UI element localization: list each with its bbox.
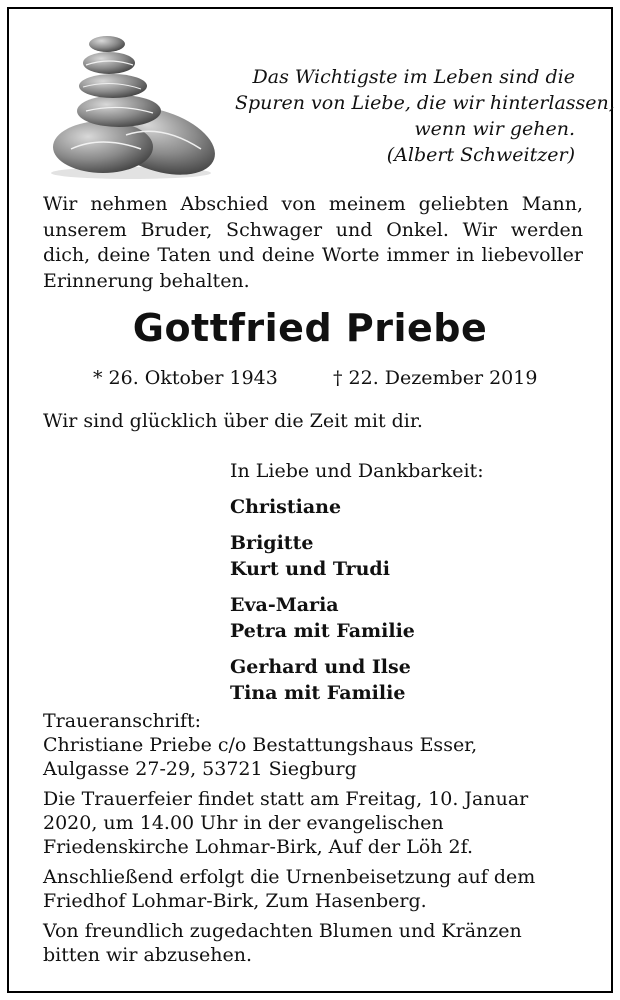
mourner-name: Brigitte [230,532,314,554]
deceased-name: Gottfried Priebe [132,306,488,350]
stone-upper [79,74,147,98]
mourner-name: Eva-Maria [230,594,339,616]
mourner-group [230,530,484,582]
quote-author: (Albert Schweitzer) [386,144,575,166]
quote-line: wenn wir gehen. [414,118,575,140]
obituary-frame [7,7,613,993]
mourner-group [230,494,484,520]
intro-text: Wir nehmen Abschied von meinem geliebten Mann, unserem Bruder, Schwager und Onkel. Wir werden dich, deine Taten und deine Worte immer in liebevoller Erinnerung behalten. [43,193,583,292]
stacked-stones-image [41,31,221,181]
address-line: Aulgasse 27-29, 53721 Siegburg [43,758,357,780]
stone-bottom-left [53,121,153,173]
glad-text: Wir sind glücklich über die Zeit mit dir. [43,410,423,432]
quote [235,64,615,168]
birth-date: * 26. Oktober 1943 [93,367,278,389]
address-heading: Traueranschrift: [43,710,202,732]
mourner-name: Petra mit Familie [230,620,415,642]
mourner-name: Kurt und Trudi [230,558,390,580]
address-line: Christiane Priebe c/o Bestattungshaus Esser, [43,734,478,756]
mourner-name: Christiane [230,496,342,518]
mourning-address [43,709,583,781]
stone-middle [77,95,161,127]
quote-line: Spuren von Liebe, die wir hinterlassen, [235,92,615,114]
mourner-group [230,654,484,706]
mourner-group [230,592,484,644]
burial-text: Anschließend erfolgt die Urnenbeisetzung auf dem Friedhof Lohmar-Birk, Zum Hasenberg. [43,866,536,912]
mourners-list [230,458,484,716]
funeral-info [43,709,583,973]
death-date: † 22. Dezember 2019 [333,367,538,389]
mourner-name: Tina mit Familie [230,682,406,704]
flowers-text: Von freundlich zugedachten Blumen und Kränzen bitten wir abzusehen. [43,920,522,966]
funeral-service-text: Die Trauerfeier findet statt am Freitag, 10. Januar 2020, um 14.00 Uhr in der evangelischen Friedenskirche Lohmar-Birk, Auf der Löh 2f. [43,788,529,858]
mourners-heading: In Liebe und Dankbarkeit: [230,460,484,482]
mourner-name: Gerhard und Ilse [230,656,411,678]
quote-line: Das Wichtigste im Leben sind die [252,66,575,88]
